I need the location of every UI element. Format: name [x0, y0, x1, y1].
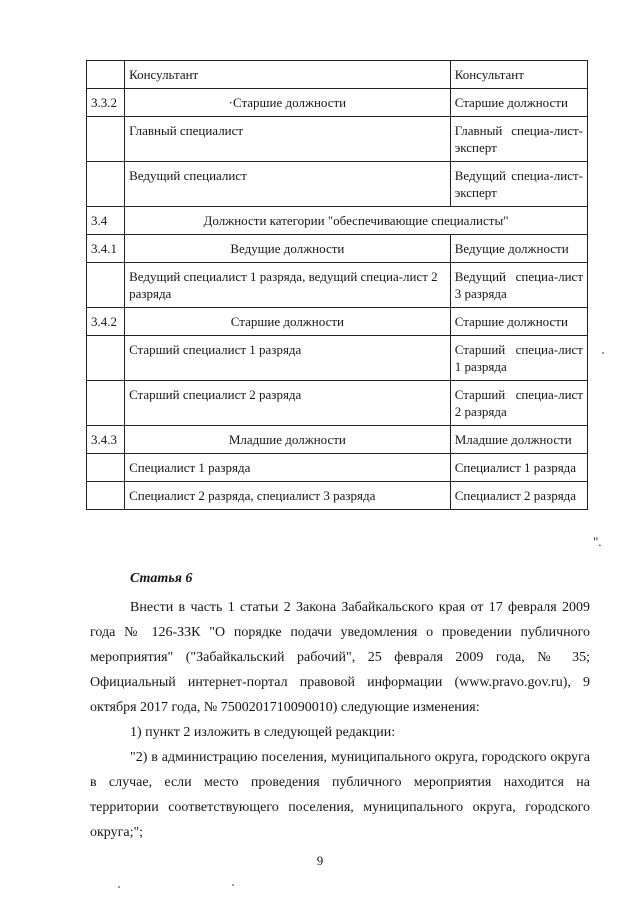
row-number-cell: 3.4.3 — [87, 426, 125, 454]
table-row — [87, 235, 588, 263]
article-paragraph: 1) пункт 2 изложить в следующей редакции: — [130, 725, 396, 740]
new-position-cell: Консультант — [450, 61, 587, 89]
current-position-cell: Консультант — [125, 61, 451, 89]
table-row — [87, 381, 588, 426]
table-row — [87, 426, 588, 454]
row-number-cell: 3.3.2 — [87, 89, 125, 117]
row-number-cell — [87, 454, 125, 482]
row-number-cell — [87, 162, 125, 207]
page-number: 9 — [316, 853, 324, 868]
new-position-cell: Ведущие должности — [450, 235, 587, 263]
row-number-cell — [87, 336, 125, 381]
closing-quote: ". — [593, 534, 602, 549]
row-number-cell: 3.4.2 — [87, 308, 125, 336]
current-position-cell: Младшие должности — [125, 426, 451, 454]
table-row — [87, 89, 588, 117]
table-row — [87, 117, 588, 162]
row-number-cell — [87, 61, 125, 89]
new-position-cell: Старшие должности — [450, 308, 587, 336]
new-position-cell: Старший специа-лист 2 разряда — [450, 381, 587, 426]
current-position-cell: ·Старшие должности — [125, 89, 451, 117]
row-number-cell: 3.4.1 — [87, 235, 125, 263]
table-row — [87, 263, 588, 308]
row-number-cell — [87, 117, 125, 162]
positions-table-body — [87, 61, 588, 510]
scan-speck — [602, 352, 604, 354]
new-position-cell: Специалист 2 разряда — [450, 482, 587, 510]
current-position-cell: Ведущий специалист 1 разряда, ведущий специа-лист 2 разряда — [125, 263, 451, 308]
positions-table — [86, 60, 588, 510]
current-position-cell: Ведущие должности — [125, 235, 451, 263]
row-number-cell — [87, 381, 125, 426]
article-heading: Статья 6 — [130, 571, 193, 586]
current-position-cell: Старший специалист 1 разряда — [125, 336, 451, 381]
table-row — [87, 308, 588, 336]
table-row — [87, 336, 588, 381]
article-paragraph: "2) в администрацию поселения, муниципального округа, городского округа в случае, если место проведения публичного мероприятия находится на территории соответствующего поселения, муниципального округа, городского округа;"; — [90, 750, 590, 840]
row-number-cell — [87, 263, 125, 308]
new-position-cell: Ведущий специа-лист 3 разряда — [450, 263, 587, 308]
table-row — [87, 61, 588, 89]
scan-speck — [232, 884, 234, 886]
row-number-cell: 3.4 — [87, 207, 125, 235]
article-body — [90, 595, 590, 845]
new-position-cell: Старшие должности — [450, 89, 587, 117]
new-position-cell: Специалист 1 разряда — [450, 454, 587, 482]
current-position-cell: Специалист 1 разряда — [125, 454, 451, 482]
table-row — [87, 207, 588, 235]
new-position-cell: Младшие должности — [450, 426, 587, 454]
article-paragraph: Внести в часть 1 статьи 2 Закона Забайкальского края от 17 февраля 2009 года № 126-ЗЗК "О порядке подачи уведомления о проведении публичного мероприятия" ("Забайкальский рабочий", 25 февраля 2009 года, № 35; Официальный интернет-портал правовой информации (www.pravo.gov.ru), 9 октября 2017 года, № 7500201710090010) следующие изменения: — [90, 600, 590, 715]
current-position-cell: Старшие должности — [125, 308, 451, 336]
table-row — [87, 162, 588, 207]
current-position-cell: Старший специалист 2 разряда — [125, 381, 451, 426]
new-position-cell: Старший специа-лист 1 разряда — [450, 336, 587, 381]
current-position-cell: Главный специалист — [125, 117, 451, 162]
current-position-cell: Ведущий специалист — [125, 162, 451, 207]
new-position-cell: Главный специа-лист-эксперт — [450, 117, 587, 162]
row-number-cell — [87, 482, 125, 510]
scan-speck — [118, 886, 120, 888]
table-row — [87, 454, 588, 482]
category-header-cell: Должности категории "обеспечивающие специалисты" — [125, 207, 588, 235]
table-row — [87, 482, 588, 510]
current-position-cell: Специалист 2 разряда, специалист 3 разряда — [125, 482, 451, 510]
new-position-cell: Ведущий специа-лист-эксперт — [450, 162, 587, 207]
